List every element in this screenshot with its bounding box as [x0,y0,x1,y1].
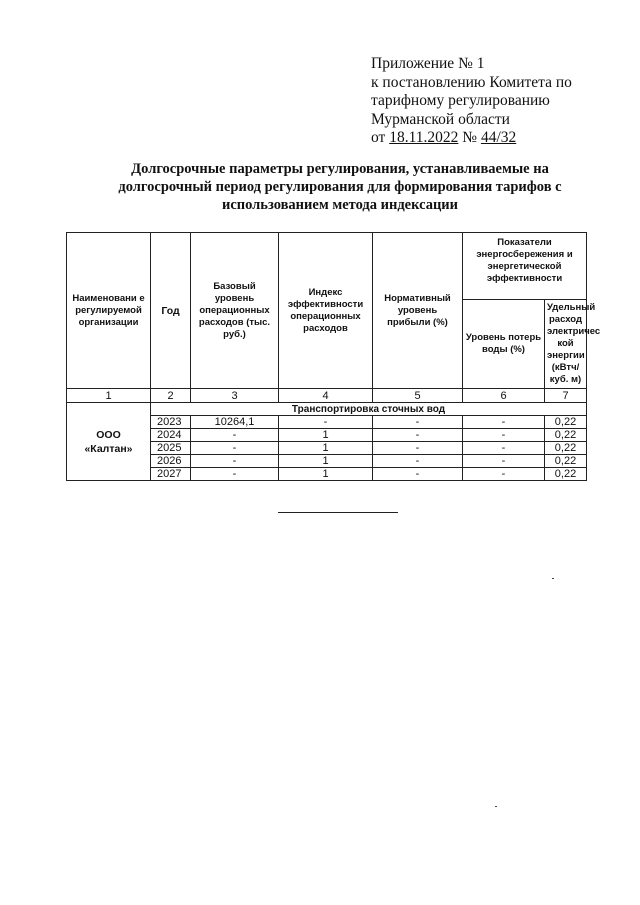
row-water-loss: - [463,442,545,455]
row-base-opex: - [191,455,279,468]
row-water-loss: - [463,429,545,442]
header-year: Год [151,233,191,389]
row-year: 2023 [151,416,191,429]
row-base-opex: - [191,442,279,455]
row-efficiency-index: 1 [279,442,373,455]
appendix-line-2: к постановлению Комитета по [371,73,572,91]
row-base-opex: - [191,468,279,481]
header-profit-level: Нормативный уровень прибыли (%) [373,233,463,389]
parameters-table [66,232,601,481]
row-base-opex: - [191,429,279,442]
col-number: 4 [279,389,373,403]
title-line-3: использованием метода индексации [221,197,459,213]
row-base-opex: 10264,1 [191,416,279,429]
scan-speck [552,578,554,579]
row-year: 2027 [151,468,191,481]
row-efficiency-index: 1 [279,429,373,442]
row-specific-energy: 0,22 [545,442,587,455]
col-number: 1 [67,389,151,403]
row-profit-level: - [373,416,463,429]
appendix-line-3: тарифному регулированию [371,92,550,109]
col-number: 2 [151,389,191,403]
date-prefix: от [371,129,390,146]
title-line-2: долгосрочный период регулирования для формирования тарифов с [118,179,562,195]
resolution-number: 44/32 [480,129,517,146]
scan-speck [495,806,497,807]
row-specific-energy: 0,22 [545,455,587,468]
row-efficiency-index: 1 [279,468,373,481]
row-profit-level: - [373,455,463,468]
service-row [67,403,587,416]
column-number-row [67,389,587,403]
col-number: 7 [545,389,587,403]
appendix-line-4: Мурманской области [371,110,510,128]
row-specific-energy: 0,22 [545,429,587,442]
row-efficiency-index: 1 [279,455,373,468]
row-efficiency-index: - [279,416,373,429]
row-specific-energy: 0,22 [545,468,587,481]
number-sign: № [458,129,481,146]
header-energy-group: Показатели энергосбережения и энергетической эффективности [463,233,587,300]
row-profit-level: - [373,429,463,442]
document-title [70,160,610,214]
title-line-1: Долгосрочные параметры регулирования, устанавливаемые на [131,161,549,177]
resolution-date: 18.11.2022 [389,129,459,146]
header-row-1 [67,233,587,300]
row-profit-level: - [373,442,463,455]
appendix-header [371,55,572,148]
service-name: Транспортировка сточных вод [151,403,587,416]
appendix-date-line [371,129,572,148]
header-org: Наименовани е регулируемой организации [67,233,151,389]
closing-divider [278,512,398,513]
col-number: 5 [373,389,463,403]
row-water-loss: - [463,416,545,429]
row-year: 2025 [151,442,191,455]
header-specific-energy: Удельный расход электричес кой энергии (кВтч/куб. м) [545,300,587,389]
col-number: 6 [463,389,545,403]
appendix-line-1: Приложение № 1 [371,55,485,72]
header-water-loss: Уровень потерь воды (%) [463,300,545,389]
header-base-opex: Базовый уровень операционных расходов (тыс. руб.) [191,233,279,389]
organization-cell [67,403,151,481]
col-number: 3 [191,389,279,403]
row-profit-level: - [373,468,463,481]
row-specific-energy: 0,22 [545,416,587,429]
header-efficiency-index: Индекс эффективности операционных расходов [279,233,373,389]
organization-line-1: ООО [96,428,121,441]
row-year: 2026 [151,455,191,468]
row-year: 2024 [151,429,191,442]
row-water-loss: - [463,468,545,481]
row-water-loss: - [463,455,545,468]
organization-line-2: «Калтан» [84,442,133,455]
